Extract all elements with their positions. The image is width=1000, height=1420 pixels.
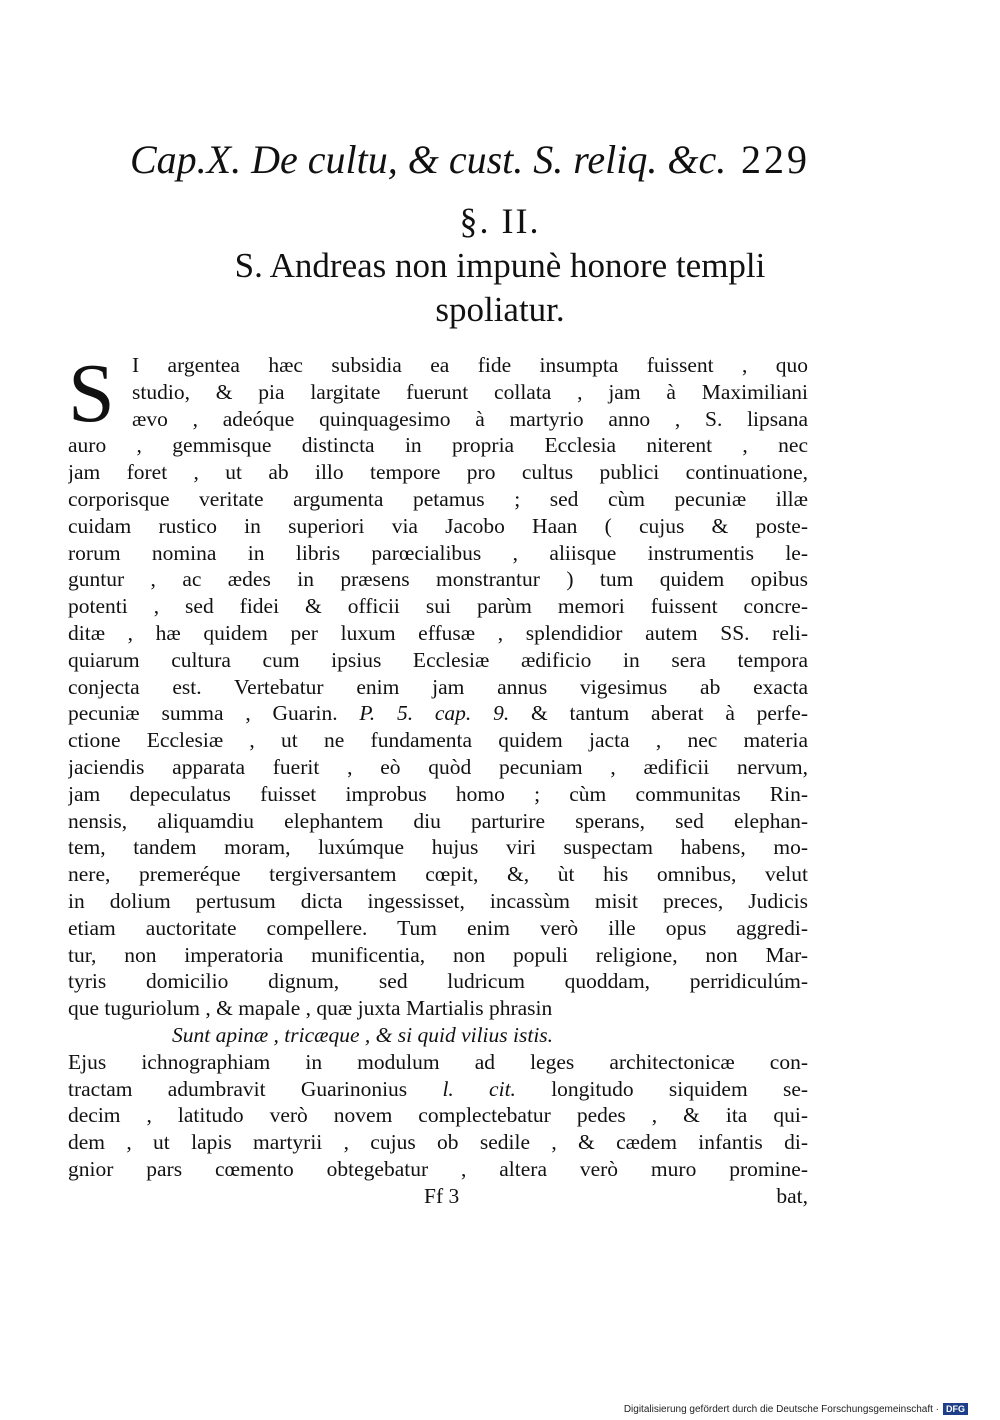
text-line: studio, & pia largitate fuerunt collata , jam à Maximiliani (132, 379, 808, 404)
text-line: decim , latitudo verò novem complectebatur pedes , & ita qui- (68, 1103, 808, 1128)
credit-text: Digitalisierung gefördert durch die Deutsche Forschungsgemeinschaft · (623, 1404, 939, 1415)
section-title-line: spoliatur. (435, 290, 565, 329)
text-line: conjecta est. Vertebatur enim jam annus vigesimus ab exacta (68, 674, 808, 699)
text-line: jam foret , ut ab illo tempore pro cultus publici continuatione, (68, 460, 808, 485)
text-line: ditæ , hæ quidem per luxum effusæ , splendidior autem SS. reli- (68, 620, 808, 645)
text-segment: pecuniæ summa , Guarin. (68, 701, 338, 726)
catchword: bat, (776, 1183, 808, 1208)
text-line: cuidam rustico in superiori via Jacobo Haan ( cujus & poste- (68, 513, 808, 538)
text-line: gnior pars cœmento obtegebatur , altera verò muro promine- (68, 1156, 808, 1181)
page-number: 229 (741, 137, 810, 182)
section-title (100, 244, 900, 332)
body-text (68, 347, 808, 1210)
text-line: jam depeculatus fuisset improbus homo ; cùm communitas Rin- (68, 781, 808, 806)
citation-reference: l. cit. (442, 1076, 516, 1101)
text-segment: tractam adumbravit Guarinonius (68, 1076, 408, 1101)
verse-quotation: Sunt apinæ , tricæque , & si quid vilius istis. (172, 1022, 554, 1047)
running-head (130, 135, 810, 185)
text-line: in dolium pertusum dicta ingessisset, incassùm misit preces, Judicis (68, 888, 808, 913)
digitization-credit (624, 1403, 968, 1417)
text-segment: longitudo siquidem se- (551, 1076, 808, 1101)
text-line: potenti , sed fidei & officii sui parùm memori fuissent concre- (68, 594, 808, 619)
text-line: rorum nomina in libris parœcialibus , aliisque instrumentis le- (68, 540, 808, 565)
text-line: auro , gemmisque distincta in propria Ecclesia niterent , nec (68, 433, 808, 458)
section-number: §. II. (459, 201, 541, 241)
text-line: tur, non imperatoria munificentia, non populi religione, non Mar- (68, 942, 808, 967)
text-line (68, 1076, 808, 1103)
text-line: nere, premeréque tergiversantem cœpit, &, ùt his omnibus, velut (68, 862, 808, 887)
text-line: que tuguriolum , & mapale , quæ juxta Martialis phrasin (68, 996, 553, 1021)
text-line: quiarum cultura cum ipsius Ecclesiæ ædificio in sera tempora (68, 647, 808, 672)
text-line: Ejus ichnographiam in modulum ad leges architectonicæ con- (68, 1049, 808, 1074)
text-line (68, 700, 808, 727)
running-title: Cap.X. De cultu, & cust. S. reliq. &c. (130, 137, 727, 182)
text-line: ctione Ecclesiæ , ut ne fundamenta quidem jacta , nec materia (68, 728, 808, 753)
page-footer (68, 1183, 808, 1210)
text-line: guntur , ac ædes in præsens monstrantur ) tum quidem opibus (68, 567, 808, 592)
section-title-line: S. Andreas non impunè honore templi (234, 246, 766, 285)
text-line: dem , ut lapis martyrii , cujus ob sedile , & cædem infantis di- (68, 1130, 808, 1155)
text-line: tyris domicilio dignum, sed ludricum quoddam, perridiculúm- (68, 969, 808, 994)
text-segment: & tantum aberat à perfe- (531, 701, 808, 726)
dfg-logo: DFG (943, 1403, 968, 1415)
text-line: ævo , adeóque quinquagesimo à martyrio anno , S. lipsana (132, 406, 808, 431)
text-line: tem, tandem moram, luxúmque hujus viri suspectam habens, mo- (68, 835, 808, 860)
text-line: jaciendis apparata fuerit , eò quòd pecuniam , ædificii nervum, (68, 754, 808, 779)
text-line: nensis, aliquamdiu elephantem diu parturire sperans, sed elephan- (68, 808, 808, 833)
drop-cap: S (68, 347, 115, 440)
text-line: corporisque veritate argumenta petamus ; sed cùm pecuniæ illæ (68, 486, 808, 511)
signature-mark: Ff 3 (424, 1183, 460, 1208)
text-line: I argentea hæc subsidia ea fide insumpta fuissent , quo (132, 353, 808, 377)
citation-reference: P. 5. cap. 9. (359, 701, 510, 726)
text-line: etiam auctoritate compellere. Tum enim verò ille opus aggredi- (68, 915, 808, 940)
